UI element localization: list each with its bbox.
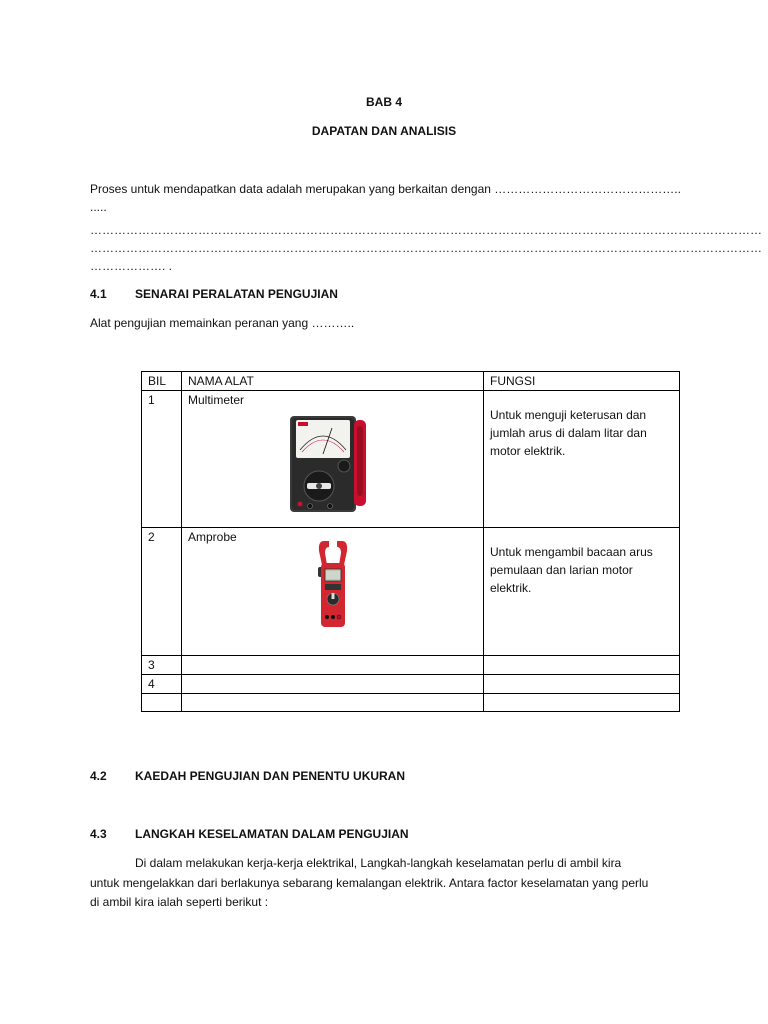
row-3-name	[182, 656, 484, 675]
section-4-3-heading: LANGKAH KESELAMATAN DALAM PENGUJIAN	[135, 827, 409, 841]
clamp-meter-image	[316, 537, 350, 629]
section-4-3-paragraph-line-1: Di dalam melakukan kerja-kerja elektrikal, Langkah-langkah keselamatan perlu di ambil kira	[135, 856, 622, 870]
row-1-function: Untuk menguji keterusan dan jumlah arus di dalam litar dan motor elektrik.	[490, 408, 647, 458]
intro-line-4: ……………………………………………………………………………………………………………………………………………………	[90, 241, 762, 255]
section-4-1-number: 4.1	[90, 287, 107, 301]
table-header-row	[142, 372, 680, 391]
row-5-bil	[142, 694, 182, 712]
table-row	[142, 528, 680, 656]
intro-line-2: .....	[90, 200, 107, 214]
row-2-bil: 2	[142, 528, 182, 656]
row-4-function	[484, 675, 680, 694]
header-fungsi: FUNGSI	[484, 372, 680, 391]
section-4-3-paragraph-line-2: untuk mengelakkan dari berlakunya sebarang kemalangan elektrik. Antara factor keselamatan yang perlu	[90, 876, 649, 890]
row-5-function	[484, 694, 680, 712]
row-3-bil: 3	[142, 656, 182, 675]
intro-line-3: ……………………………………………………………………………………………………………………………………………………	[90, 223, 762, 237]
row-3-function	[484, 656, 680, 675]
row-1-bil: 1	[142, 391, 182, 528]
section-4-3-paragraph-line-3: di ambil kira ialah seperti berikut :	[90, 895, 269, 909]
header-bil: BIL	[142, 372, 182, 391]
table-row	[142, 391, 680, 528]
row-5-name	[182, 694, 484, 712]
table-row	[142, 675, 680, 694]
chapter-title: DAPATAN DAN ANALISIS	[311, 124, 457, 138]
row-4-bil: 4	[142, 675, 182, 694]
row-2-function: Untuk mengambil bacaan arus pemulaan dan larian motor elektrik.	[490, 545, 653, 595]
row-2-function-cell	[484, 528, 680, 656]
row-2-name-cell	[182, 528, 484, 656]
intro-line-5: ………………. .	[90, 259, 173, 273]
multimeter-image	[288, 414, 370, 514]
section-4-3-number: 4.3	[90, 827, 107, 841]
row-4-name	[182, 675, 484, 694]
row-2-name: Amprobe	[188, 530, 237, 544]
chapter-number: BAB 4	[365, 95, 402, 109]
row-1-name: Multimeter	[188, 393, 245, 407]
section-4-1-heading: SENARAI PERALATAN PENGUJIAN	[135, 287, 338, 301]
row-1-name-cell	[182, 391, 484, 528]
row-1-function-cell	[484, 391, 680, 528]
intro-line-1: Proses untuk mendapatkan data adalah merupakan yang berkaitan dengan ………………………………………..	[90, 182, 681, 196]
header-nama-alat: NAMA ALAT	[182, 372, 484, 391]
equipment-table	[141, 371, 680, 712]
section-4-2-number: 4.2	[90, 769, 107, 783]
section-4-1-text: Alat pengujian memainkan peranan yang ………..	[90, 316, 355, 330]
section-4-2-heading: KAEDAH PENGUJIAN DAN PENENTU UKURAN	[135, 769, 406, 783]
table-row	[142, 656, 680, 675]
table-row	[142, 694, 680, 712]
